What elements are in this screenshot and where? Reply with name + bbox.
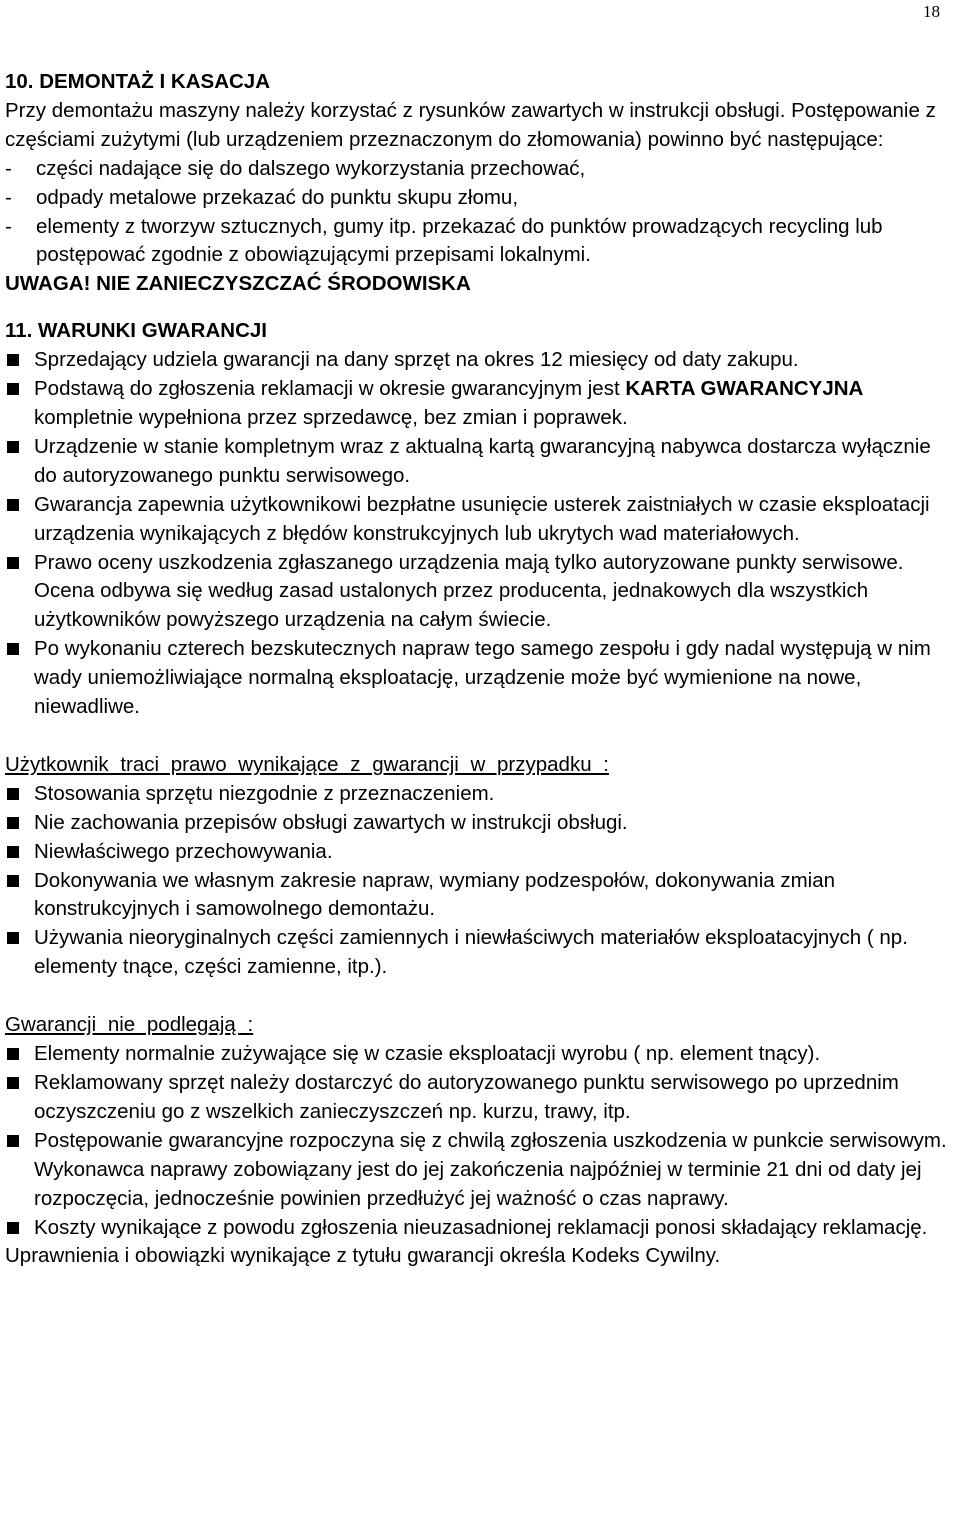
dash-item-text: elementy z tworzyw sztucznych, gumy itp. przekazać do punktów prowadzących recycling lub postępować zgodnie z obowiązującymi przepisami lokalnymi.	[36, 214, 883, 267]
square-bullet-icon	[7, 643, 19, 655]
square-bullet-icon	[7, 875, 19, 887]
square-bullet-icon	[7, 1135, 19, 1147]
warranty-loss-list	[5, 780, 955, 982]
warranty-card-label: KARTA GWARANCYJNA	[625, 377, 864, 401]
square-bullet-icon	[7, 846, 19, 858]
section-11-title: 11. WARUNKI GWARANCJI	[5, 319, 267, 343]
page-number: 18	[923, 2, 940, 21]
square-bullet-icon	[7, 354, 19, 366]
square-bullet-icon	[7, 1222, 19, 1234]
list-item: Prawo oceny uszkodzenia zgłaszanego urządzenia mają tylko autoryzowane punkty serwisowe. Ocena odbywa się według zasad ustalonych przez producenta, jednakowych dla wszystkich użytkowników powyższego urządzenia na całym świecie.	[5, 549, 955, 636]
footer-note: Uprawnienia i obowiązki wynikające z tytułu gwarancji określa Kodeks Cywilny.	[5, 1244, 721, 1268]
list-item: Niewłaściwego przechowywania.	[5, 838, 955, 867]
list-item: Nie zachowania przepisów obsługi zawartych w instrukcji obsługi.	[5, 809, 955, 838]
list-item: Stosowania sprzętu niezgodnie z przeznaczeniem.	[5, 780, 955, 809]
square-bullet-icon	[7, 557, 19, 569]
dash-item: - odpady metalowe przekazać do punktu skupu złomu,	[5, 184, 955, 213]
square-bullet-icon	[7, 499, 19, 511]
dash-item: - części nadające się do dalszego wykorzystania przechować,	[5, 155, 955, 184]
list-item: Elementy normalnie zużywające się w czasie eksploatacji wyrobu ( np. element tnący).	[5, 1040, 955, 1069]
list-item: Urządzenie w stanie kompletnym wraz z aktualną kartą gwarancyjną nabywca dostarcza wyłącznie do autoryzowanego punktu serwisowego.	[5, 433, 955, 491]
square-bullet-icon	[7, 1048, 19, 1060]
list-item: Podstawą do zgłoszenia reklamacji w okresie gwarancyjnym jest KARTA GWARANCYJNA kompletnie wypełniona przez sprzedawcę, bez zmian i poprawek.	[5, 375, 955, 433]
dash-item: - elementy z tworzyw sztucznych, gumy itp. przekazać do punktów prowadzących recycling lub postępować zgodnie z obowiązującymi przepisami lokalnymi.	[5, 213, 955, 271]
square-bullet-icon	[7, 441, 19, 453]
list-item: Koszty wynikające z powodu zgłoszenia nieuzasadnionej reklamacji ponosi składający reklamację.	[5, 1214, 955, 1243]
warranty-loss-heading: Użytkownik traci prawo wynikające z gwarancji w przypadku :	[5, 752, 609, 776]
section-10-title: 10. DEMONTAŻ I KASACJA	[5, 70, 271, 93]
environment-warning: UWAGA! NIE ZANIECZYSZCZAĆ ŚRODOWISKA	[5, 272, 471, 296]
section-10-intro: Przy demontażu maszyny należy korzystać z rysunków zawartych w instrukcji obsługi. Postępowanie z częściami zużytymi (lub urządzeniem przeznaczonym do złomowania) powinno być następujące:	[5, 98, 936, 151]
square-bullet-icon	[7, 788, 19, 800]
dash-item-text: części nadające się do dalszego wykorzystania przechować,	[36, 156, 586, 180]
square-bullet-icon	[7, 932, 19, 944]
warranty-exclusions-list	[5, 1040, 955, 1242]
list-item: Sprzedający udziela gwarancji na dany sprzęt na okres 12 miesięcy od daty zakupu.	[5, 346, 955, 375]
warranty-conditions-list	[5, 346, 955, 722]
warranty-exclusions-heading: Gwarancji nie podlegają :	[5, 1013, 254, 1037]
list-item: Gwarancja zapewnia użytkownikowi bezpłatne usunięcie usterek zaistniałych w czasie eksploatacji urządzenia wynikających z błędów konstrukcyjnych lub ukrytych wad materiałowych.	[5, 491, 955, 549]
document-body	[5, 68, 955, 1271]
dash-item-text: odpady metalowe przekazać do punktu skupu złomu,	[36, 185, 519, 209]
square-bullet-icon	[7, 383, 19, 395]
list-item: Po wykonaniu czterech bezskutecznych napraw tego samego zespołu i gdy nadal występują w nim wady uniemożliwiające normalną eksploatację, urządzenie może być wymienione na nowe, niewadliwe.	[5, 635, 955, 722]
list-item: Reklamowany sprzęt należy dostarczyć do autoryzowanego punktu serwisowego po uprzednim oczyszczeniu go z wszelkich zanieczyszczeń np. kurzu, trawy, itp.	[5, 1069, 955, 1127]
list-item: Używania nieoryginalnych części zamiennych i niewłaściwych materiałów eksploatacyjnych ( np. elementy tnące, części zamienne, itp.).	[5, 924, 955, 982]
list-item: Dokonywania we własnym zakresie napraw, wymiany podzespołów, dokonywania zmian konstrukcyjnych i samowolnego demontażu.	[5, 867, 955, 925]
square-bullet-icon	[7, 817, 19, 829]
square-bullet-icon	[7, 1077, 19, 1089]
list-item: Postępowanie gwarancyjne rozpoczyna się z chwilą zgłoszenia uszkodzenia w punkcie serwisowym. Wykonawca naprawy zobowiązany jest do jej zakończenia najpóźniej w terminie 21 dni od daty jej rozpoczęcia, jednocześnie powinien przedłużyć jej ważność o czas naprawy.	[5, 1127, 955, 1214]
